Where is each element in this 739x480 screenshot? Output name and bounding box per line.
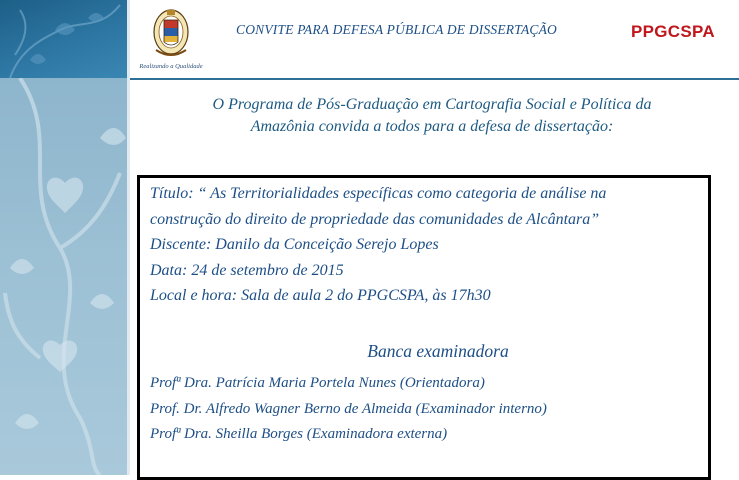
leaf-vine-icon (0, 78, 127, 475)
defense-date: Data: 24 de setembro de 2015 (150, 261, 344, 279)
coat-of-arms-icon (152, 6, 190, 62)
intro-line-2: Amazônia convida a todos para a defesa de dissertação: (250, 118, 614, 135)
intro-line-1: O Programa de Pós-Graduação em Cartografia Social e Política da (212, 96, 652, 113)
committee-member: Prof. Dr. Alfredo Wagner Berno de Almeida (Examinador interno) (150, 400, 547, 417)
committee-member: Profª Dra. Sheilla Borges (Examinadora externa) (150, 426, 448, 442)
defense-location-time: Local e hora: Sala de aula 2 do PPGCSPA, às 17h30 (150, 287, 491, 304)
program-acronym: PPGCSPA (631, 22, 715, 41)
committee-heading: Banca examinadora (367, 341, 509, 361)
defense-details-box (137, 175, 711, 480)
invitation-heading: CONVITE PARA DEFESA PÚBLICA DE DISSERTAÇÃO (236, 22, 558, 37)
thesis-title-line-2: construção do direito de propriedade das comunidades de Alcântara” (150, 210, 600, 228)
university-logo (134, 6, 208, 74)
committee-list (150, 371, 547, 448)
header-divider (130, 78, 739, 80)
floral-ornament-icon (0, 0, 127, 78)
sidebar-decoration (0, 78, 127, 475)
intro-text (145, 94, 719, 138)
committee-member: Profª Dra. Patrícia Maria Portela Nunes (Orientadora) (150, 375, 485, 391)
logo-motto: Realizando a Qualidade (139, 63, 203, 70)
sidebar-header-band (0, 0, 127, 78)
thesis-title-line-1: Título: “ As Territorialidades específicas como categoria de análise na (150, 185, 607, 202)
defense-details (150, 181, 702, 309)
student-name: Discente: Danilo da Conceição Serejo Lopes (150, 236, 439, 253)
sidebar-separator (127, 0, 130, 475)
